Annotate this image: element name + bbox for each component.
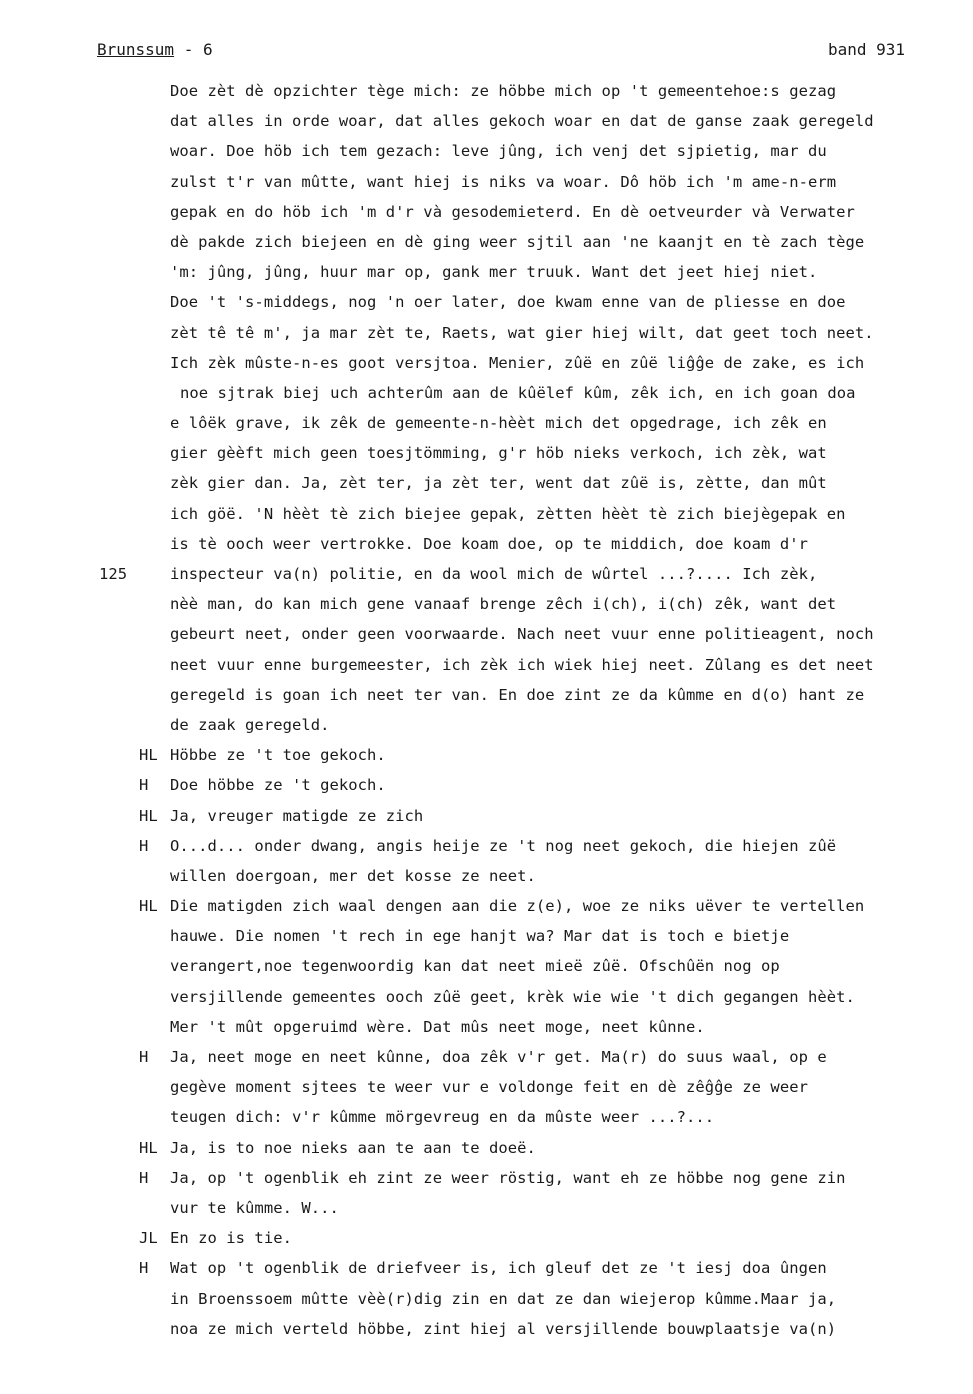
line-text: Doe höbbe ze 't gekoch.	[170, 776, 386, 795]
transcript-line	[97, 499, 937, 529]
line-text: Ja, vreuger matigde ze zich	[170, 806, 424, 825]
transcript-line	[97, 1193, 937, 1223]
line-number: 125	[99, 565, 128, 583]
transcript-line	[97, 106, 937, 136]
line-text: gegève moment sjtees te weer vur e voldonge feit en dè zêĝĝe ze weer	[170, 1078, 808, 1097]
transcript-line	[97, 1102, 937, 1132]
transcript-line	[97, 197, 937, 227]
line-text: Ja, neet moge en neet kûnne, doa zêk v'r get. Ma(r) do suus waal, op e	[170, 1048, 827, 1066]
transcript-line	[97, 801, 937, 831]
line-text: neet vuur enne burgemeester, ich zèk ich wiek hiej neet. Zûlang es det neet	[170, 655, 874, 674]
line-text: Ja, op 't ogenblik eh zint ze weer röstig, want eh ze höbbe nog gene zin	[170, 1168, 846, 1187]
line-text: Die matigden zich waal dengen aan die z(e), woe ze niks uëver te vertellen	[170, 897, 865, 916]
transcript-line	[97, 1072, 937, 1102]
line-text: gepak en do höb ich 'm d'r và gesodemieterd. En dè oetveurder và Verwater	[170, 202, 855, 221]
line-text: zèt tê tê m', ja mar zèt te, Raets, wat gier hiej wilt, dat geet toch neet.	[170, 323, 874, 342]
speaker-label: H	[139, 1259, 149, 1278]
transcript-line	[97, 619, 937, 649]
line-text: zulst t'r van mûtte, want hiej is niks va woar. Dô höb ich 'm ame-n-erm	[170, 172, 837, 191]
transcript-line	[97, 318, 937, 348]
line-text: Mer 't mût opgeruimd wère. Dat mûs neet moge, neet kûnne.	[170, 1017, 705, 1036]
transcript-line	[97, 468, 937, 498]
transcript-line	[97, 287, 937, 317]
header-title: Brunssum	[97, 40, 175, 59]
speaker-label: HL	[139, 897, 158, 916]
transcript-line	[97, 891, 937, 921]
line-text: e lôëk grave, ik zêk de gemeente-n-hèèt mich det opgedrage, ich zêk en	[170, 414, 827, 433]
line-text: Höbbe ze 't toe gekoch.	[170, 746, 386, 765]
transcript-line	[97, 1314, 937, 1344]
transcript-line	[97, 982, 937, 1012]
line-text: En zo is tie.	[170, 1229, 292, 1248]
transcript-line	[97, 348, 937, 378]
speaker-label: HL	[139, 1138, 158, 1157]
page-header	[97, 40, 905, 70]
line-text: willen doergoan, mer det kosse ze neet.	[170, 866, 536, 885]
line-text: Wat op 't ogenblik de driefveer is, ich gleuf det ze 't iesj doa ûngen	[170, 1259, 827, 1278]
speaker-label: H	[139, 1048, 149, 1066]
transcript-line	[97, 167, 937, 197]
transcript-line	[97, 227, 937, 257]
line-text: in Broenssoem mûtte vèè(r)dig zin en dat ze dan wiejerop kûmme.Maar ja,	[170, 1289, 837, 1308]
line-text: inspecteur va(n) politie, en da wool mich de wûrtel ...?.... Ich zèk,	[170, 565, 818, 583]
transcript-line	[97, 650, 937, 680]
line-text: woar. Doe höb ich tem gezach: leve jûng, ich venj det sjpietig, mar du	[170, 142, 827, 161]
transcript-line	[97, 76, 937, 106]
speaker-label: H	[139, 1168, 149, 1187]
line-text: ich göë. 'N hèèt tè zich biejee gepak, zètten hèèt tè zich biejègepak en	[170, 504, 846, 523]
speaker-label: H	[139, 776, 149, 795]
transcript-line	[97, 1223, 937, 1253]
line-text: Ich zèk mûste-n-es goot versjtoa. Menier, zûë en zûë liĝĝe de zake, es ich	[170, 353, 865, 372]
line-text: noe sjtrak biej uch achterûm aan de kûëlef kûm, zêk ich, en ich goan doa	[180, 383, 856, 402]
speaker-label: H	[139, 836, 149, 855]
line-text: zèk gier dan. Ja, zèt ter, ja zèt ter, went dat zûë is, zètte, dan mût	[170, 474, 827, 493]
transcript-line	[97, 408, 937, 438]
transcript-line	[97, 378, 937, 408]
line-text: noa ze mich verteld höbbe, zint hiej al versjillende bouwplaatsje va(n)	[170, 1319, 837, 1338]
line-text: gier gèèft mich geen toesjtömming, g'r höb nieks verkoch, ich zèk, wat	[170, 444, 827, 463]
header-title-block	[97, 40, 213, 59]
line-text: O...d... onder dwang, angis heije ze 't nog neet gekoch, die hiejen zûë	[170, 836, 837, 855]
transcript-line	[97, 1253, 937, 1283]
line-text: hauwe. Die nomen 't rech in ege hanjt wa? Mar dat is toch e bietje	[170, 927, 790, 946]
transcript-line	[97, 136, 937, 166]
transcript-line	[97, 951, 937, 981]
transcript-line	[97, 740, 937, 770]
line-text: Ja, is to noe nieks aan te aan te doeë.	[170, 1138, 536, 1157]
speaker-label: JL	[139, 1229, 158, 1248]
transcript-line	[97, 1133, 937, 1163]
header-page-number: 6	[202, 40, 213, 59]
header-band-label: band 931	[827, 40, 905, 59]
transcript-line	[97, 770, 937, 800]
line-text: nèè man, do kan mich gene vanaaf brenge zêch i(ch), i(ch) zêk, want det	[170, 595, 837, 614]
transcript-line	[97, 257, 937, 287]
transcript-line	[97, 861, 937, 891]
transcript-line	[97, 1163, 937, 1193]
line-text: geregeld is goan ich neet ter van. En doe zint ze da kûmme en d(o) hant ze	[170, 685, 865, 704]
transcript-line	[97, 831, 937, 861]
transcript-line	[97, 1012, 937, 1042]
line-text: dè pakde zich biejeen en dè ging weer sjtil aan 'ne kaanjt en tè zach tège	[170, 232, 865, 251]
line-text: 'm: jûng, jûng, huur mar op, gank mer truuk. Want det jeet hiej niet.	[170, 263, 818, 282]
speaker-label: HL	[139, 806, 158, 825]
transcript-line	[97, 921, 937, 951]
line-text: gebeurt neet, onder geen voorwaarde. Nach neet vuur enne politieagent, noch	[170, 625, 874, 644]
transcript-line	[97, 680, 937, 710]
header-separator: -	[174, 40, 203, 59]
line-text: versjillende gemeentes ooch zûë geet, krèk wie wie 't dich gegangen hèèt.	[170, 987, 855, 1006]
transcript-body	[97, 76, 937, 1344]
transcript-line	[97, 589, 937, 619]
line-text: is tè ooch weer vertrokke. Doe koam doe, op te middich, doe koam d'r	[170, 534, 808, 553]
transcript-line	[97, 438, 937, 468]
transcript-line	[97, 1284, 937, 1314]
line-text: Doe zèt dè opzichter tège mich: ze höbbe mich op 't gemeentehoe:s gezag	[170, 82, 837, 100]
transcript-line	[97, 529, 937, 559]
transcript-line	[97, 559, 937, 589]
line-text: de zaak geregeld.	[170, 715, 330, 734]
transcript-line	[97, 1042, 937, 1072]
transcript-line	[97, 710, 937, 740]
line-text: teugen dich: v'r kûmme mörgevreug en da mûste weer ...?...	[170, 1108, 715, 1127]
line-text: dat alles in orde woar, dat alles gekoch woar en dat de ganse zaak geregeld	[170, 112, 874, 131]
speaker-label: HL	[139, 746, 158, 765]
line-text: verangert,noe tegenwoordig kan dat neet mieë zûë. Ofschûën nog op	[170, 957, 780, 976]
line-text: Doe 't 's-middegs, nog 'n oer later, doe kwam enne van de pliesse en doe	[170, 293, 846, 312]
line-text: vur te kûmme. W...	[170, 1198, 339, 1217]
